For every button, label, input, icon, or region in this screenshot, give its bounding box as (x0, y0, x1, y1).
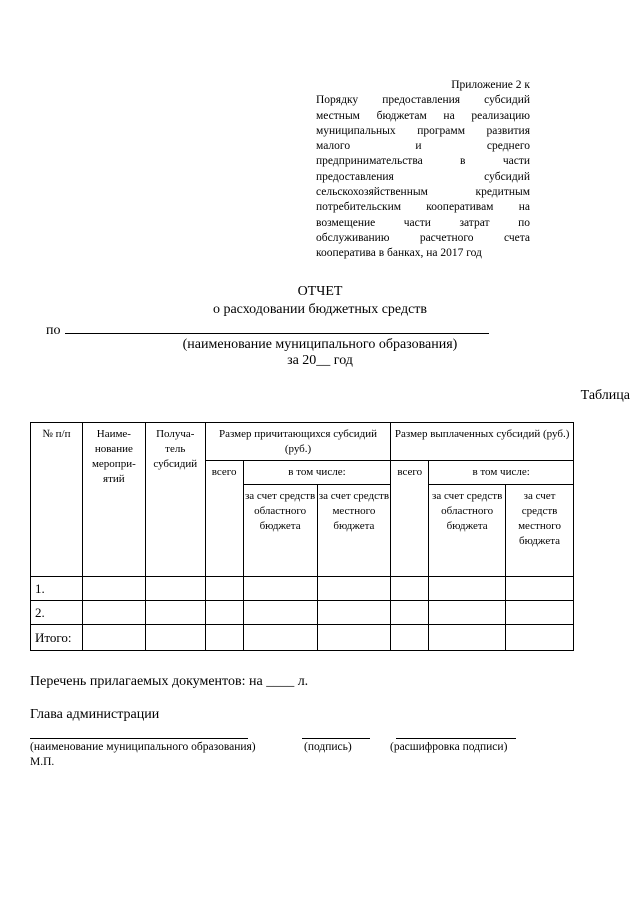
header-recipient: Получа- тель субсидий (145, 423, 205, 577)
decoding-caption: (расшифровка подписи) (390, 741, 508, 753)
header-paid-local: за счет средств местного бюджета (506, 485, 574, 577)
municipality-caption-small: (наименование муниципального образования) (30, 741, 256, 753)
appendix-line: муниципальных программ развития (316, 124, 530, 137)
appendix-line: малого и среднего (316, 140, 530, 153)
header-paid-group: Размер выплаченных субсидий (руб.) (391, 423, 574, 461)
appendix-line: обслуживанию расчетного счета (316, 231, 530, 244)
appendix-line: Порядку предоставления субсидий (316, 94, 530, 107)
row-label: Итого: (31, 625, 83, 651)
appendix-line: сельскохозяйственным кредитным (316, 186, 530, 199)
header-due-including: в том числе: (243, 461, 391, 485)
report-year: за 20__ год (287, 353, 353, 368)
header-num: № п/п (31, 423, 83, 577)
appendix-block (316, 78, 530, 262)
decoding-line (396, 737, 516, 739)
header-paid-regional: за счет средств областного бюджета (429, 485, 506, 577)
appendix-line: Приложение 2 к (451, 79, 530, 91)
header-due-total: всего (205, 461, 243, 577)
municipality-blank (65, 320, 489, 334)
header-due-group: Размер причитающихся субсидий (руб.) (205, 423, 391, 461)
signature-line (302, 737, 370, 739)
header-due-local: за счет средств местного бюджета (317, 485, 391, 577)
report-title: ОТЧЕТ (297, 284, 343, 299)
header-paid-including: в том числе: (429, 461, 574, 485)
report-subtitle: о расходовании бюджетных средств (212, 302, 428, 317)
row-label: 2. (31, 601, 83, 625)
header-name: Наиме- нование меропри- ятий (82, 423, 145, 577)
appendix-line: предпринимательства в части (316, 155, 530, 168)
table-row (31, 601, 574, 625)
appendix-line: предоставления субсидий (316, 170, 530, 183)
po-label: по (46, 323, 61, 338)
municipality-signature-line (30, 737, 248, 739)
appendix-line: возмещение части затрат по (316, 216, 530, 229)
stamp-place: М.П. (30, 756, 55, 768)
signature-caption: (подпись) (304, 741, 352, 753)
table-row (31, 625, 574, 651)
appendix-line: кооператива в банках, на 2017 год (316, 247, 482, 260)
header-due-regional: за счет средств областного бюджета (243, 485, 317, 577)
table-label: Таблица (580, 388, 630, 403)
appendix-line: потребительским кооперативам на (316, 201, 530, 214)
row-label: 1. (31, 577, 83, 601)
header-paid-total: всего (391, 461, 429, 577)
report-table (30, 422, 574, 651)
table-row (31, 577, 574, 601)
attached-documents: Перечень прилагаемых документов: на ____ л. (30, 674, 309, 689)
appendix-line: местным бюджетам на реализацию (316, 109, 530, 122)
head-of-administration: Глава администрации (30, 707, 160, 722)
municipality-caption: (наименование муниципального образования) (182, 337, 458, 352)
